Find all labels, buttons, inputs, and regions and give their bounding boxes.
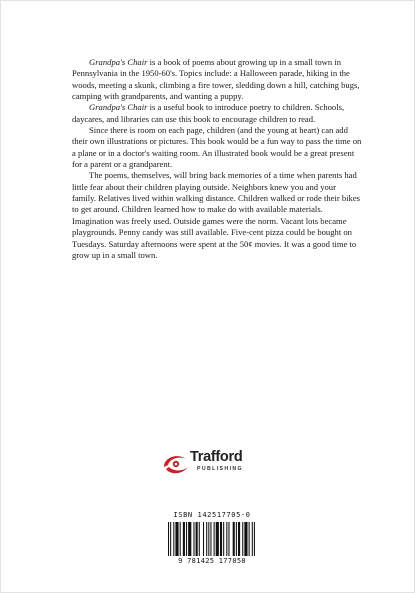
book-title-italic: Grandpa's Chair xyxy=(89,102,148,113)
blurb-paragraph-3: Since there is room on each page, children (and the young at heart) can add their own illustrations or pictures. This book would be a fun way to pass the time on a plane or in a doctor's waiting room. An illustrated book would be a great present for a parent or a grandparent. xyxy=(72,125,362,170)
blurb-paragraph-4: The poems, themselves, will bring back memories of a time when parents had little fear about their children playing outside. Neighbors knew you and your family. Relatives lived within walking distance. Children walked or rode their bikes to get around. Children learned how to make do with available materials. Imagination was freely used. Outside games were the norm. Vacant lots became playgrounds. Penny candy was still available. Five-cent pizza could be bought on Tuesdays. Saturday afternoons were spent at the 50¢ movies. It was a good time to grow up in a small town. xyxy=(72,170,360,260)
book-title-italic: Grandpa's Chair xyxy=(89,57,148,67)
barcode-digits: 9 781425 177058 xyxy=(178,557,246,565)
publisher-name: Trafford xyxy=(190,449,243,465)
blurb-paragraph-2 xyxy=(72,102,362,125)
blurb-paragraph-1-text: is a book of poems about growing up in a small town in Pennsylvania in the 1950-60's. Topics include: a Halloween parade, hiking in the woods, meeting a skunk, climbing a fire tower, sledding down a hill, catching bugs, camping with grandparents, and wanting a puppy. xyxy=(72,57,360,102)
trafford-swirl-logo-icon xyxy=(160,451,192,477)
isbn-label: ISBN 142517705-0 xyxy=(173,511,251,519)
barcode-bars xyxy=(168,522,256,556)
publisher-tagline: PUBLISHING xyxy=(197,466,243,472)
blurb-paragraph-1 xyxy=(72,57,362,102)
publisher-logo xyxy=(160,449,264,491)
isbn-barcode xyxy=(164,511,260,567)
back-cover-blurb xyxy=(72,57,362,261)
blurb-paragraph-2-text: is a useful book to introduce poetry to children. Schools, daycares, and libraries can use this book to encourage children to read. xyxy=(72,102,345,124)
